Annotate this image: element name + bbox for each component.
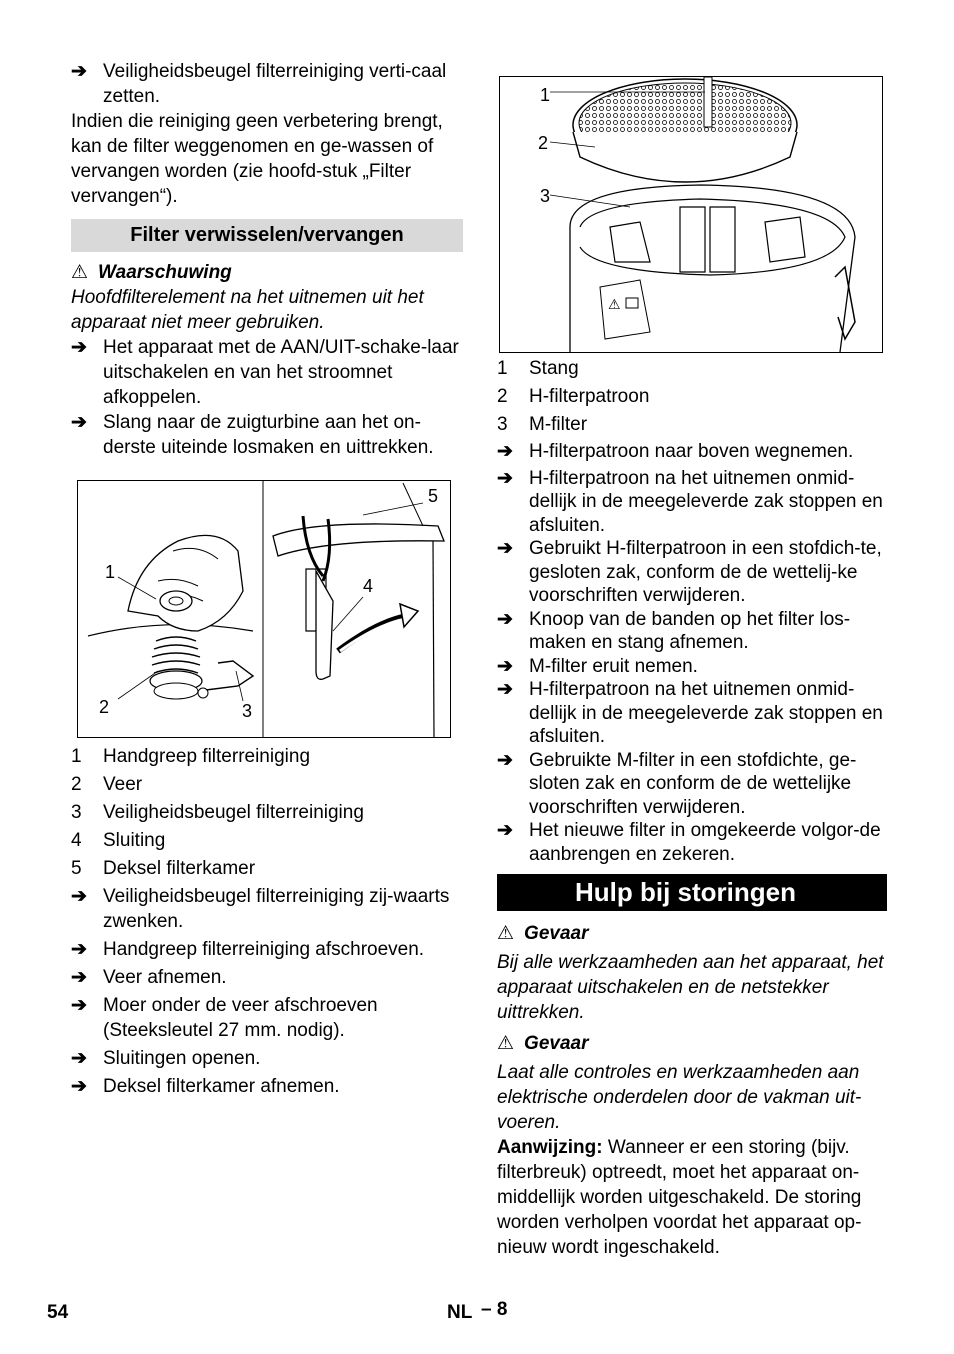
callout-4: 4	[363, 576, 374, 596]
callout-2: 2	[538, 133, 549, 153]
legend-item: 4 Sluiting	[71, 830, 166, 851]
page-number: 54	[47, 1302, 69, 1323]
arrow-right-icon: ➔	[497, 749, 513, 771]
instruction-step: ➔ Knoop van de banden op het filter los-maken en stang afnemen.	[497, 608, 851, 653]
instruction-step: ➔ H-filterpatroon naar boven wegnemen.	[497, 441, 854, 462]
warning-triangle-icon: ⚠	[71, 262, 89, 283]
instruction-step: ➔ H-filterpatroon na het uitnemen onmid-dellijk in de meegeleverde zak stoppen en afsluiten.	[497, 679, 883, 747]
arrow-right-icon: ➔	[497, 608, 513, 630]
step-text: Het apparaat met de AAN/UIT-schake-laar uitschakelen en van het stroomnet afkoppelen.	[103, 337, 459, 408]
legend-item: 2 H-filterpatroon	[497, 386, 650, 407]
arrow-right-icon: ➔	[71, 337, 87, 358]
instruction-step: ➔ H-filterpatroon na het uitnemen onmid-dellijk in de meegeleverde zak stoppen en afsluiten.	[497, 467, 883, 536]
filter-cleaning-illustration	[78, 481, 450, 737]
arrow-right-icon: ➔	[71, 1048, 87, 1069]
instruction-step: ➔ Het nieuwe filter in omgekeerde volgor-de aanbrengen en zekeren.	[497, 820, 881, 865]
warning-label: Waarschuwing	[98, 262, 232, 283]
warning-triangle-icon: ⚠	[608, 296, 621, 312]
instruction-step	[71, 410, 463, 460]
arrow-right-icon: ➔	[71, 61, 87, 82]
instruction-step: ➔ Moer onder de veer afschroeven (Steeksleutel 27 mm. nodig).	[71, 995, 378, 1041]
instruction-step: ➔ Gebruikte M-filter in een stofdichte, ge-sloten zak en conform de de wettelijke voorschriften verwijderen.	[497, 749, 857, 818]
danger-heading: ⚠ Gevaar	[497, 1033, 589, 1054]
right-steps-list	[497, 440, 887, 866]
arrow-right-icon: ➔	[497, 538, 513, 559]
arrow-right-icon: ➔	[497, 679, 513, 700]
note-paragraph	[497, 1135, 887, 1260]
section-page-number: – 8	[481, 1299, 508, 1320]
instruction-step: ➔ Gebruikt H-filterpatroon in een stofdich-te, gesloten zak, conform de de wettelij-ke voorschriften verwijderen.	[497, 538, 882, 606]
callout-3: 3	[242, 701, 253, 721]
arrow-right-icon: ➔	[71, 1076, 87, 1097]
language-code: NL	[447, 1302, 473, 1323]
arrow-right-icon: ➔	[71, 412, 87, 433]
step-text: Slang naar de zuigturbine aan het on-derste uiteinde losmaken en uittrekken.	[103, 412, 434, 458]
section-heading-troubleshooting: Hulp bij storingen	[497, 874, 887, 911]
figure-filter-cartridge	[499, 76, 883, 353]
instruction-step: ➔ Deksel filterkamer afnemen.	[71, 1076, 340, 1097]
arrow-right-icon: ➔	[497, 441, 513, 462]
callout-5: 5	[428, 486, 439, 506]
instruction-step: ➔ M-filter eruit nemen.	[497, 655, 698, 677]
warning-text: Hoofdfilterelement na het uitnemen uit het apparaat niet meer gebruiken.	[71, 287, 424, 333]
arrow-right-icon: ➔	[497, 467, 513, 489]
legend-item: 1 Stang	[497, 358, 579, 379]
instruction-step	[71, 59, 463, 109]
warning-heading	[71, 260, 463, 285]
instruction-step: ➔ Veer afnemen.	[71, 967, 227, 988]
callout-3: 3	[540, 186, 551, 206]
left-column	[71, 59, 463, 1099]
legend-item: 2 Veer	[71, 774, 143, 795]
callout-1: 1	[540, 85, 551, 105]
intro-paragraph: Indien die reiniging geen verbetering brengt, kan de filter weggenomen en ge-wassen of vervangen worden (zie hoofd-stuk „Filter vervangen“).	[71, 111, 443, 207]
instruction-step: ➔ Sluitingen openen.	[71, 1048, 261, 1069]
legend-item: 3 Veiligheidsbeugel filterreiniging	[71, 802, 364, 823]
arrow-right-icon: ➔	[71, 939, 87, 960]
filter-cartridge-illustration	[500, 77, 882, 352]
figure-filter-cleaning	[77, 480, 451, 738]
danger-text: Laat alle controles en werkzaamheden aan elektrische onderdelen door de vakman uit-voeren.	[497, 1062, 862, 1133]
note-text: Wanneer er een storing (bijv. filterbreuk) optreedt, moet het apparaat on-middellijk worden uitgeschakeld. De storing worden verholpen voordat het apparaat op-nieuw wordt ingeschakeld.	[497, 1137, 862, 1258]
step-text: Veiligheidsbeugel filterreiniging verti-caal zetten.	[103, 61, 447, 107]
instruction-step: ➔ Handgreep filterreiniging afschroeven.	[71, 939, 425, 960]
arrow-right-icon: ➔	[71, 967, 87, 988]
instruction-step	[71, 335, 463, 410]
danger-text: Bij alle werkzaamheden aan het apparaat, het apparaat uitschakelen en de netstekker uittrekken.	[497, 952, 884, 1023]
note-label: Aanwijzing:	[497, 1137, 603, 1158]
legend-item: 1 Handgreep filterreiniging	[71, 746, 311, 767]
legend-item: 5 Deksel filterkamer	[71, 858, 256, 879]
arrow-right-icon: ➔	[497, 655, 513, 677]
instruction-step: ➔ Veiligheidsbeugel filterreiniging zij-waarts zwenken.	[71, 886, 450, 932]
section-heading-filter: Filter verwisselen/vervangen	[71, 219, 463, 252]
arrow-right-icon: ➔	[497, 820, 513, 841]
callout-2: 2	[99, 697, 110, 717]
warning-triangle-icon: ⚠	[497, 923, 515, 944]
right-column	[497, 76, 887, 1260]
warning-triangle-icon: ⚠	[497, 1033, 515, 1054]
callout-1: 1	[105, 562, 116, 582]
danger-heading: ⚠ Gevaar	[497, 923, 589, 944]
arrow-right-icon: ➔	[71, 886, 87, 907]
legend-item: 3 M-filter	[497, 414, 588, 435]
arrow-right-icon: ➔	[71, 995, 87, 1016]
